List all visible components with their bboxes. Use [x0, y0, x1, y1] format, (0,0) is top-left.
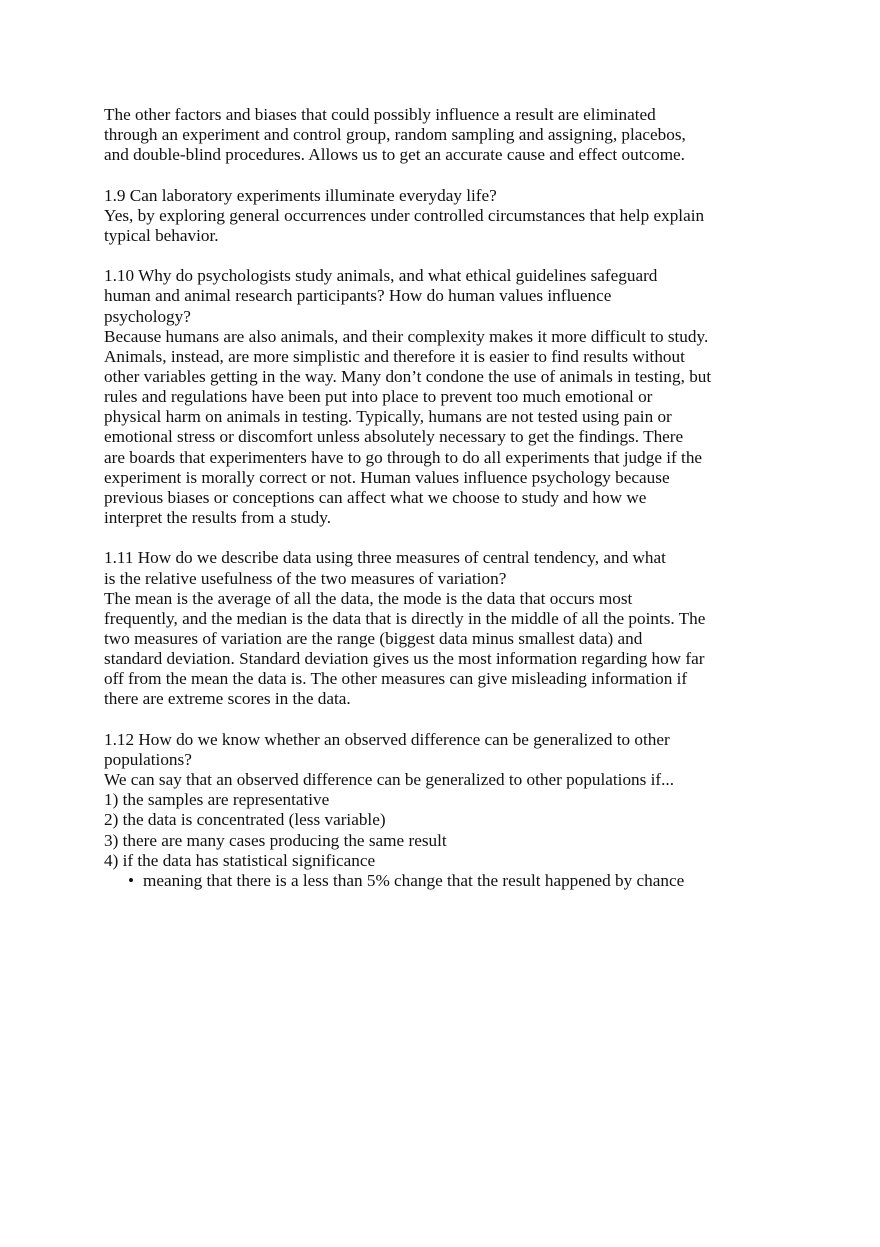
- text-line: 1) the samples are representative: [104, 790, 330, 810]
- text-line: previous biases or conceptions can affect what we choose to study and how we: [104, 487, 647, 507]
- paragraph: [104, 730, 804, 891]
- text-line: 4) if the data has statistical significance: [104, 850, 376, 870]
- text-line: other variables getting in the way. Many don’t condone the use of animals in testing, but: [104, 367, 712, 386]
- text-line: physical harm on animals in testing. Typically, humans are not tested using pain or: [104, 407, 672, 427]
- text-line: typical behavior.: [104, 225, 219, 245]
- text-line: 1.11 How do we describe data using three measures of central tendency, and what: [104, 548, 666, 568]
- text-line: psychology?: [104, 306, 191, 326]
- paragraph: [104, 548, 804, 709]
- text-line: 3) there are many cases producing the same result: [104, 830, 447, 850]
- text-line: frequently, and the median is the data that is directly in the middle of all the points. The: [104, 608, 706, 628]
- text-line: 1.12 How do we know whether an observed difference can be generalized to other: [104, 729, 670, 749]
- text-line: are boards that experimenters have to go through to do all experiments that judge if the: [104, 447, 703, 467]
- text-line: rules and regulations have been put into place to prevent too much emotional or: [104, 387, 653, 407]
- text-line: The other factors and biases that could possibly influence a result are eliminated: [104, 105, 656, 124]
- text-line: populations?: [104, 749, 192, 769]
- text-line: Animals, instead, are more simplistic and therefore it is easier to find results without: [104, 346, 685, 366]
- text-line: is the relative usefulness of the two measures of variation?: [104, 568, 507, 588]
- text-line: Yes, by exploring general occurrences under controlled circumstances that help explain: [104, 205, 705, 225]
- paragraph: [104, 105, 804, 165]
- text-line: 2) the data is concentrated (less variable): [104, 810, 386, 830]
- text-line: We can say that an observed difference can be generalized to other populations if...: [104, 770, 675, 790]
- text-line: through an experiment and control group, random sampling and assigning, placebos,: [104, 125, 686, 145]
- document-page: [104, 105, 804, 911]
- paragraph: [104, 186, 804, 246]
- text-line: 1.10 Why do psychologists study animals, and what ethical guidelines safeguard: [104, 266, 658, 286]
- bullet-icon: •: [128, 870, 135, 890]
- text-line: Because humans are also animals, and their complexity makes it more difficult to study.: [104, 326, 709, 346]
- bullet-item: [104, 871, 804, 891]
- text-line: The mean is the average of all the data, the mode is the data that occurs most: [104, 588, 633, 608]
- text-line: 1.9 Can laboratory experiments illuminate everyday life?: [104, 185, 497, 205]
- text-line: two measures of variation are the range (biggest data minus smallest data) and: [104, 629, 643, 649]
- text-line: interpret the results from a study.: [104, 508, 332, 528]
- text-line: experiment is morally correct or not. Human values influence psychology because: [104, 467, 670, 487]
- bullet-text: meaning that there is a less than 5% change that the result happened by chance: [143, 870, 685, 890]
- paragraph: [104, 266, 804, 528]
- text-line: standard deviation. Standard deviation gives us the most information regarding how far: [104, 649, 705, 669]
- text-line: human and animal research participants? How do human values influence: [104, 286, 612, 306]
- text-line: off from the mean the data is. The other measures can give misleading information if: [104, 669, 688, 689]
- text-line: and double-blind procedures. Allows us to get an accurate cause and effect outcome.: [104, 145, 685, 165]
- text-line: emotional stress or discomfort unless absolutely necessary to get the findings. There: [104, 427, 684, 447]
- text-line: there are extreme scores in the data.: [104, 689, 351, 709]
